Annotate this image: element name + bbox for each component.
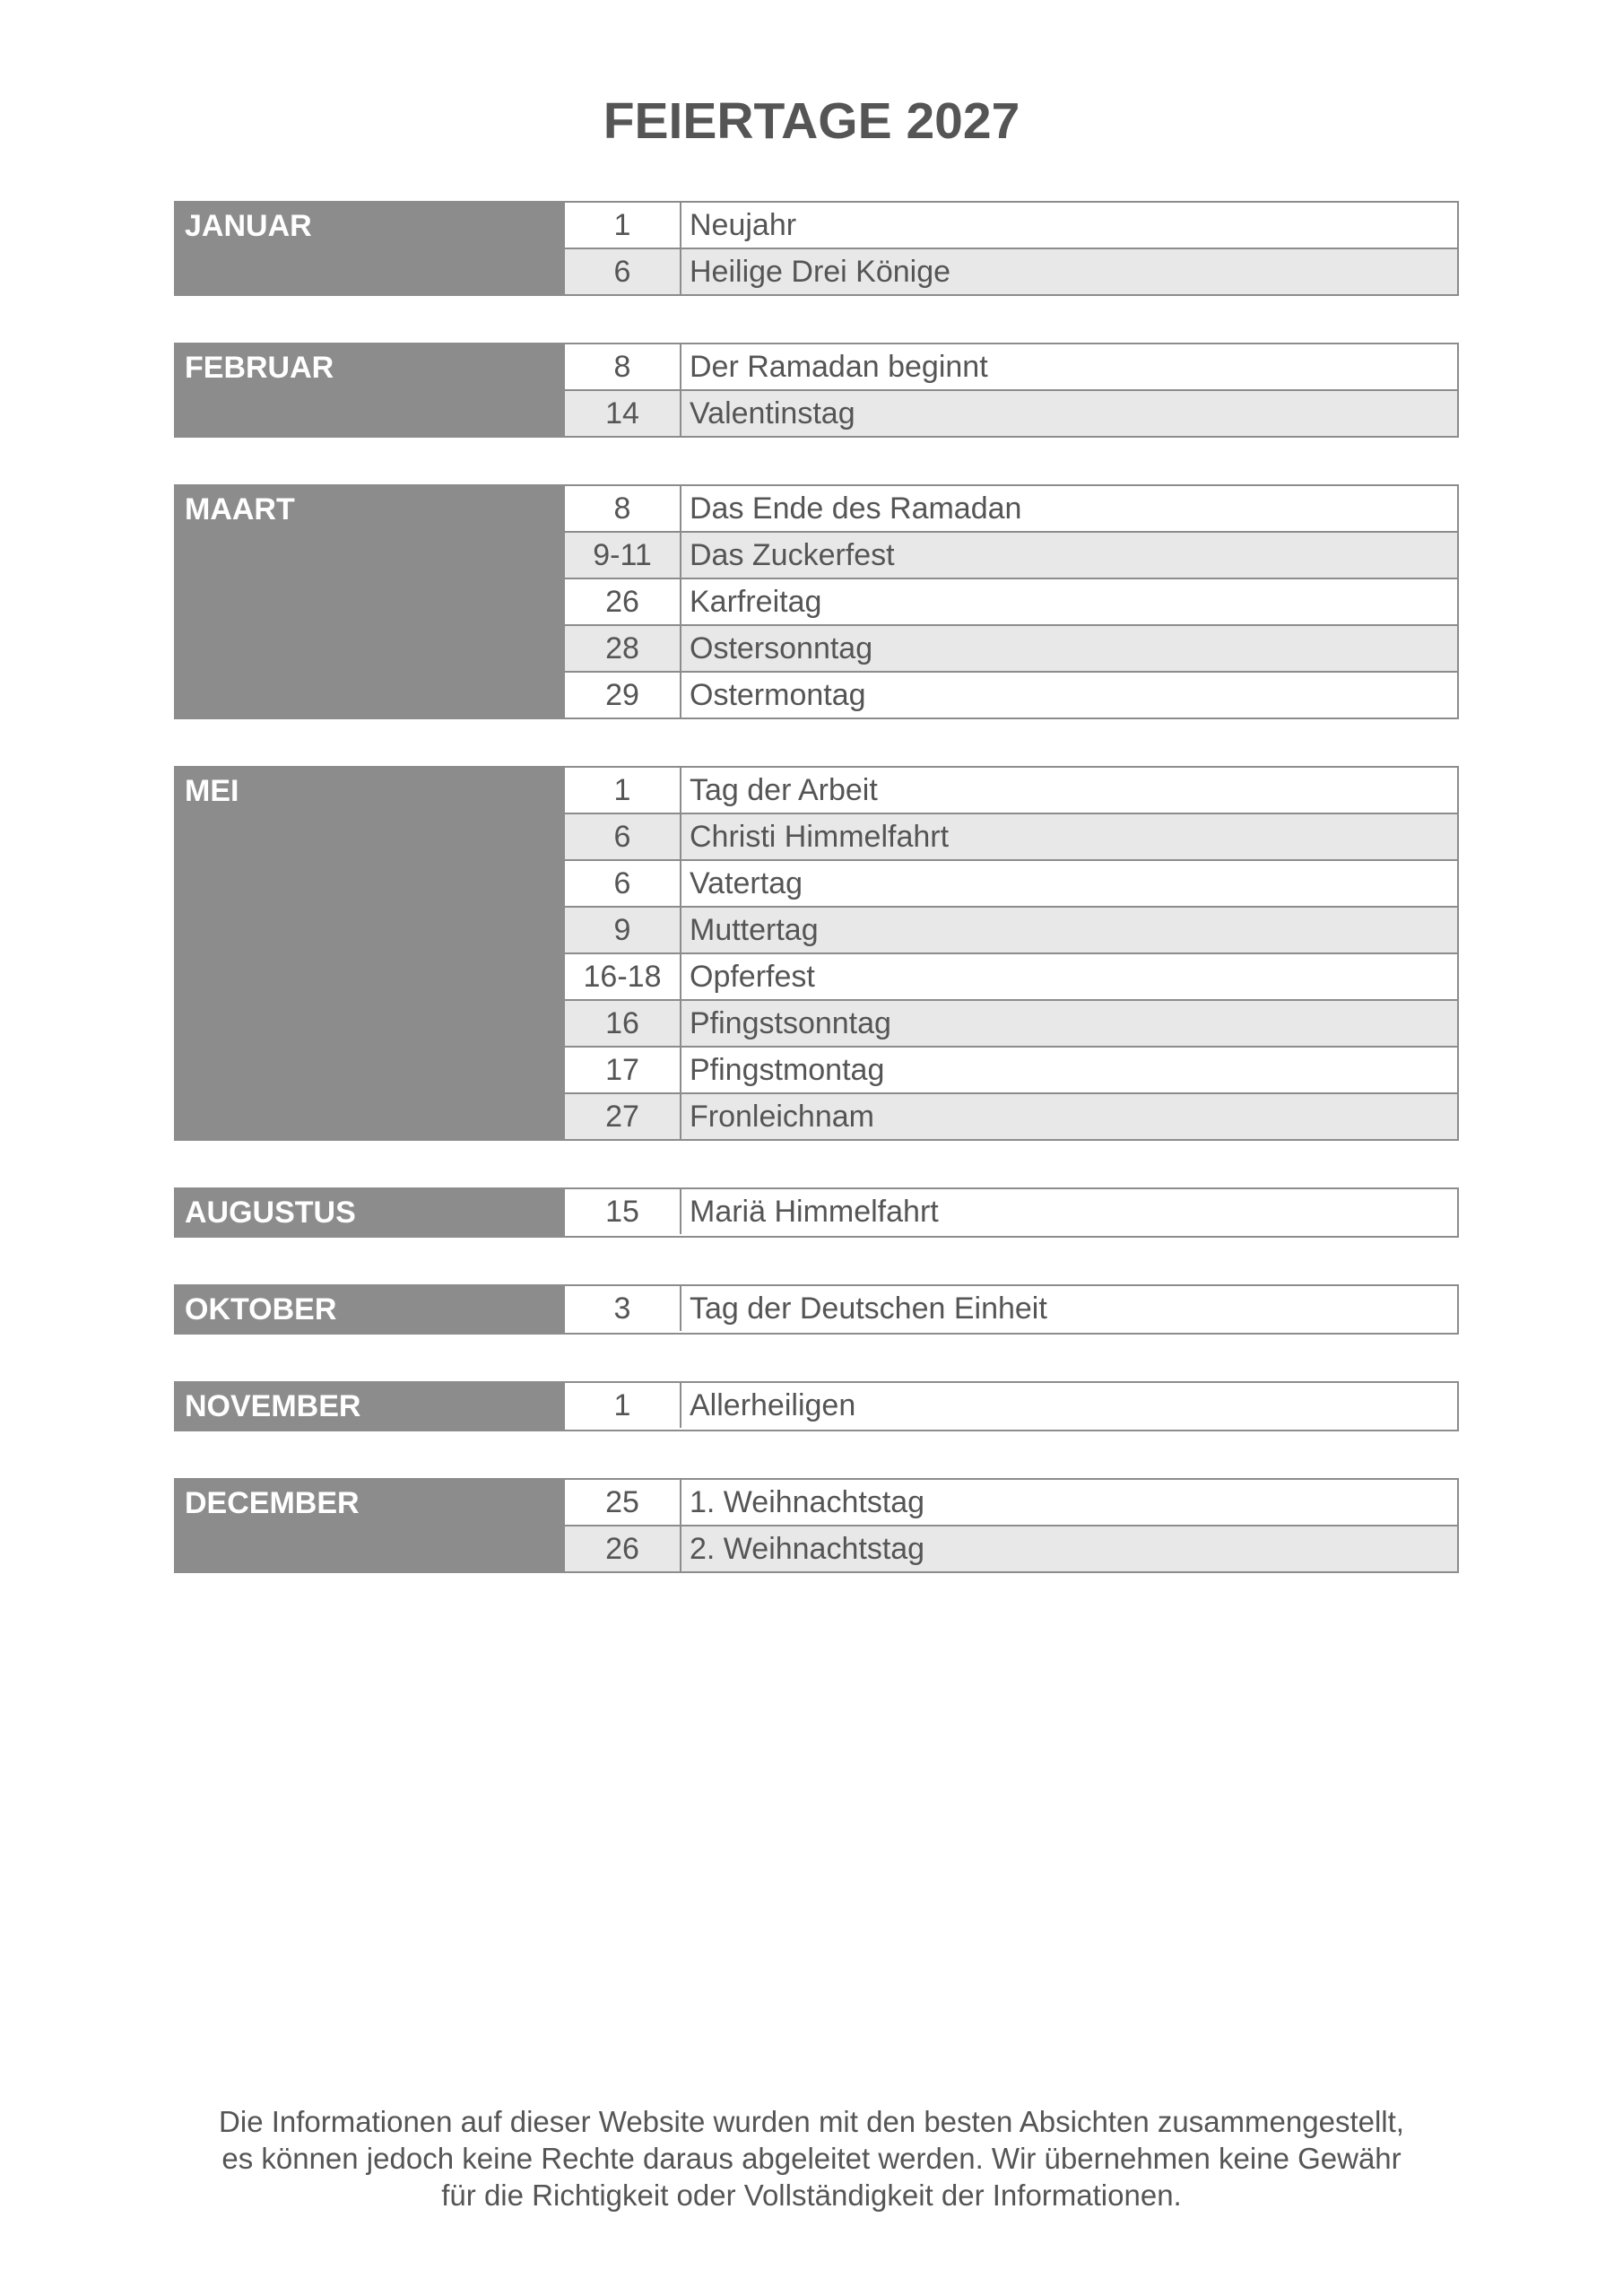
month-block-maart [174,484,1459,719]
month-block-november [174,1381,1459,1431]
holiday-row [565,531,1457,578]
holiday-row [565,1480,1457,1525]
holiday-name: Tag der Deutschen Einheit [690,1292,1047,1326]
month-name: NOVEMBER [174,1381,563,1431]
holiday-row [565,389,1457,436]
holiday-name: Das Ende des Ramadan [690,491,1022,526]
holiday-name: Heilige Drei Könige [690,255,951,289]
holiday-row [565,813,1457,859]
disclaimer-line: Die Informationen auf dieser Website wurden mit den besten Absichten zusammengestellt, [219,2105,1404,2138]
holiday-name: Ostermontag [690,678,866,712]
disclaimer-line: es können jedoch keine Rechte daraus abgeleitet werden. Wir übernehmen keine Gewähr [221,2142,1402,2175]
month-name: OKTOBER [174,1284,563,1335]
holiday-day: 9 [565,908,681,952]
disclaimer [0,2103,1623,2213]
holiday-rows [563,201,1459,296]
month-block-augustus [174,1187,1459,1238]
holiday-row [565,203,1457,248]
month-name: FEBRUAR [174,343,563,438]
holiday-day: 8 [565,486,681,531]
holiday-name: Christi Himmelfahrt [690,820,950,854]
holiday-day: 3 [565,1286,681,1331]
holiday-row [565,344,1457,389]
holiday-day: 9-11 [565,533,681,578]
holiday-row [565,768,1457,813]
holiday-name: Valentinstag [690,396,855,430]
month-block-oktober [174,1284,1459,1335]
holiday-row [565,999,1457,1046]
holiday-row [565,859,1457,906]
holiday-row [565,1383,1457,1428]
holiday-name: Allerheiligen [690,1388,856,1422]
month-block-februar [174,343,1459,438]
holiday-row [565,248,1457,294]
holiday-day: 15 [565,1189,681,1234]
holiday-name: Vatertag [690,866,803,900]
holiday-row [565,1286,1457,1331]
holiday-day: 26 [565,579,681,624]
holiday-name: Das Zuckerfest [690,538,895,572]
holiday-name: 2. Weihnachtstag [690,1532,925,1566]
holiday-rows [563,1284,1459,1335]
holiday-rows [563,343,1459,438]
month-name: MAART [174,484,563,719]
holiday-name: Der Ramadan beginnt [690,350,988,384]
holiday-name: Mariä Himmelfahrt [690,1195,939,1229]
holiday-name: Opferfest [690,960,815,994]
holiday-name: Pfingstmontag [690,1053,885,1087]
holiday-name: Fronleichnam [690,1100,874,1134]
holiday-day: 1 [565,768,681,813]
holiday-name: Ostersonntag [690,631,873,665]
holiday-row [565,624,1457,671]
month-name: MEI [174,766,563,1141]
holiday-name: Karfreitag [690,585,822,619]
holiday-rows [563,1381,1459,1431]
page-title: FEIERTAGE 2027 [603,92,1020,150]
holiday-row [565,906,1457,952]
holiday-table [174,201,1459,1620]
holiday-day: 8 [565,344,681,389]
holiday-row [565,1046,1457,1092]
disclaimer-line: für die Richtigkeit oder Vollständigkeit der Informationen. [441,2179,1182,2212]
holiday-row [565,578,1457,624]
holiday-day: 6 [565,814,681,859]
holiday-day: 28 [565,626,681,671]
month-name: JANUAR [174,201,563,296]
holiday-day: 25 [565,1480,681,1525]
holiday-row [565,952,1457,999]
holiday-row [565,1092,1457,1139]
holiday-row [565,671,1457,718]
month-name: DECEMBER [174,1478,563,1573]
holiday-row [565,1525,1457,1571]
holiday-name: Muttertag [690,913,819,947]
holiday-day: 26 [565,1526,681,1571]
holiday-name: Neujahr [690,208,797,242]
holiday-day: 6 [565,249,681,294]
holiday-day: 16-18 [565,954,681,999]
holiday-name: Pfingstsonntag [690,1006,891,1040]
holiday-day: 29 [565,673,681,718]
month-name: AUGUSTUS [174,1187,563,1238]
holiday-day: 14 [565,391,681,436]
month-block-mei [174,766,1459,1141]
holiday-name: 1. Weihnachtstag [690,1485,925,1519]
holiday-name: Tag der Arbeit [690,773,878,807]
holiday-row [565,486,1457,531]
holiday-rows [563,484,1459,719]
month-block-december [174,1478,1459,1573]
holiday-day: 1 [565,203,681,248]
holiday-rows [563,1478,1459,1573]
month-block-januar [174,201,1459,296]
holiday-rows [563,1187,1459,1238]
holiday-day: 17 [565,1048,681,1092]
holiday-day: 27 [565,1094,681,1139]
holiday-row [565,1189,1457,1234]
holiday-rows [563,766,1459,1141]
holiday-day: 16 [565,1001,681,1046]
holiday-day: 6 [565,861,681,906]
holiday-day: 1 [565,1383,681,1428]
